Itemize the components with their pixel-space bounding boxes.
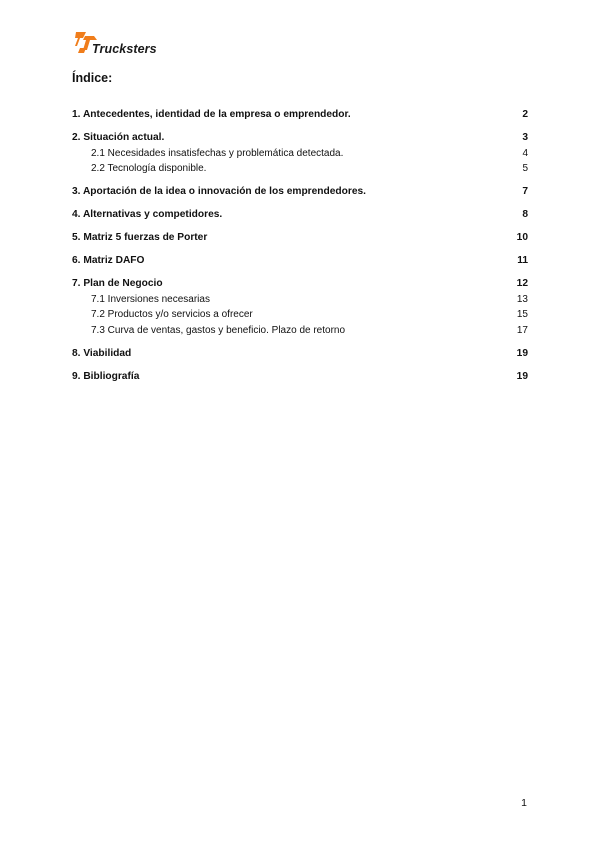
toc-entry[interactable] <box>72 184 528 200</box>
toc-entry-label: 3. Aportación de la idea o innovación de los emprendedores. <box>72 186 366 197</box>
toc-entry-page: 12 <box>516 278 528 289</box>
toc-subentry[interactable] <box>72 161 528 177</box>
toc-entry-label: 2.2 Tecnología disponible. <box>91 163 207 174</box>
toc-entry-page: 13 <box>516 293 528 305</box>
toc-entry-page: 19 <box>516 370 528 382</box>
toc-subentry[interactable] <box>72 323 528 339</box>
toc-entry-label: 5. Matriz 5 fuerzas de Porter <box>72 232 208 243</box>
toc-subentry[interactable] <box>72 146 528 162</box>
toc-entry-label: 7. Plan de Negocio <box>72 278 163 289</box>
table-of-contents <box>72 107 528 384</box>
toc-entry-page: 7 <box>522 186 528 197</box>
toc-entry[interactable] <box>72 369 528 385</box>
logo-wordmark: Trucksters <box>92 42 157 56</box>
toc-entry-label: 2.1 Necesidades insatisfechas y problemática detectada. <box>91 147 344 159</box>
toc-entry[interactable] <box>72 253 528 269</box>
toc-entry-label: 7.3 Curva de ventas, gastos y beneficio. Plazo de retorno <box>91 324 346 336</box>
page-number: 1 <box>521 797 527 809</box>
toc-entry-label: 6. Matriz DAFO <box>72 255 145 266</box>
toc-entry-page: 10 <box>516 232 528 243</box>
toc-entry[interactable] <box>72 207 528 223</box>
toc-entry-page: 17 <box>516 324 528 336</box>
toc-entry[interactable] <box>72 276 528 292</box>
toc-entry-label: 7.1 Inversiones necesarias <box>91 293 210 305</box>
toc-entry-label: 8. Viabilidad <box>72 347 132 359</box>
toc-entry[interactable] <box>72 230 528 246</box>
toc-entry[interactable] <box>72 107 528 123</box>
toc-entry-label: 1. Antecedentes, identidad de la empresa o emprendedor. <box>72 109 351 120</box>
toc-entry-page: 8 <box>522 209 528 220</box>
toc-entry-page: 5 <box>522 163 528 174</box>
company-logo <box>74 30 174 56</box>
toc-entry[interactable] <box>72 346 528 362</box>
toc-entry-label: 4. Alternativas y competidores. <box>72 209 223 220</box>
toc-subentry[interactable] <box>72 292 528 308</box>
toc-entry-label: 7.2 Productos y/o servicios a ofrecer <box>91 309 253 320</box>
toc-subentry[interactable] <box>72 307 528 323</box>
toc-entry[interactable] <box>72 130 528 146</box>
toc-entry-page: 2 <box>522 109 528 120</box>
toc-entry-page: 3 <box>522 132 528 143</box>
toc-entry-page: 11 <box>517 255 528 266</box>
toc-entry-page: 19 <box>516 347 528 359</box>
toc-entry-label: 9. Bibliografía <box>72 370 140 382</box>
toc-entry-label: 2. Situación actual. <box>72 132 165 143</box>
toc-entry-page: 15 <box>516 309 528 320</box>
toc-title: Índice: <box>72 71 113 85</box>
toc-entry-page: 4 <box>522 147 528 159</box>
